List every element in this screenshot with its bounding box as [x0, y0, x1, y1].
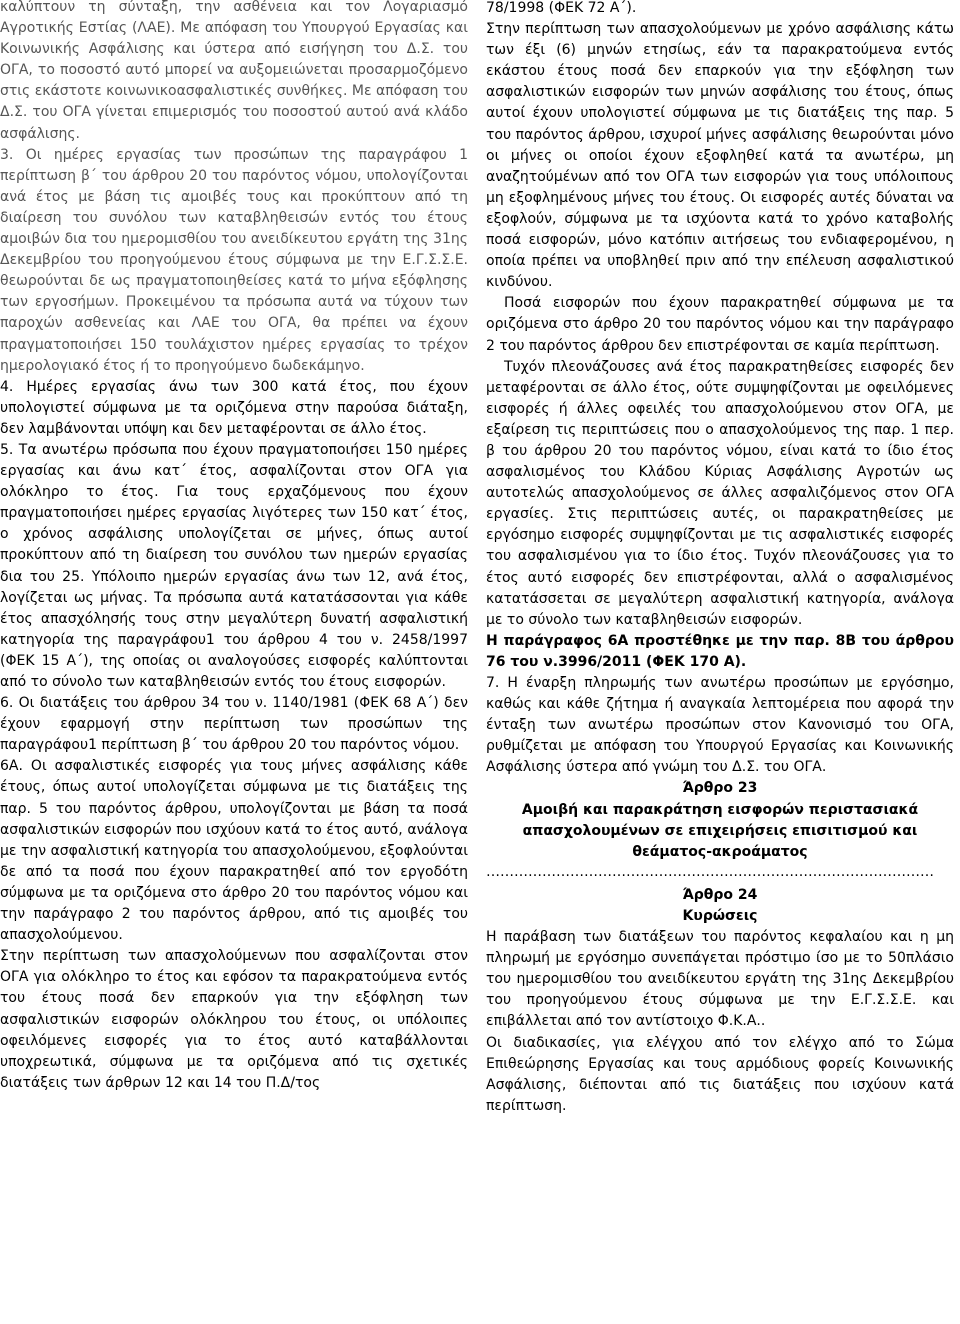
article-24-subject: Κυρώσεις: [682, 907, 758, 924]
paragraph-4: 4. Ημέρες εργασίας άνω των 300 κατά έτος, που έχουν υπολογιστεί σύμφωνα με τα οριζόμενα στην παρούσα διάταξη, δεν λαμβάνονται υπόψη και δεν μεταφέρονται σε άλλο έτος.: [0, 378, 468, 437]
paragraph-6a: 6Α. Οι ασφαλιστικές εισφορές για τους μήνες ασφάλισης κάθε έτους, όπως αυτοί υπολογίζεται σύμφωνα με τις διατάξεις της παρ. 5 του παρόντος άρθρου, υπολογίζονται με βάση τα ποσά ασφαλιστικών εισφορών που ισχύουν κατά το έτος αυτό, ανάλογα με την ασφαλιστική κατηγορία του απασχολούμενου, εξοφλούνται δε από τα ποσά που έχουν παρακρατηθεί από τον εργοδότη σύμφωνα με τα οριζόμενα στο άρθρο 20 του παρόντος νόμου και την παράγραφο 2 του παρόντος άρθρου, από τις αμοιβές του απασχολούμενου.: [0, 758, 468, 944]
paragraph-penalty: Η παράβαση των διατάξεων του παρόντος κεφαλαίου και η μη πληρωμή με εργόσημο συνεπάγεται πρόστιμο ίσο με το 50πλάσιο του ημερομισθίου του ανειδίκευτου εργάτη της 31ης Δεκεμβρίου του προηγούμενου έτους σύμφωνα με την Ε.Γ.Σ.Σ.Ε. και επιβάλλεται από τον αντίστοιχο Φ.Κ.Α..: [486, 929, 954, 1030]
paragraph-5: 5. Τα ανωτέρω πρόσωπα που έχουν πραγματοποιήσει 150 ημέρες εργασίας και άνω κατ΄ έτος, ασφαλίζονται στον ΟΓΑ για ολόκληρο το έτος. Για τους ερχαζόμενους που έχουν πραγματοποιήσει ημέρες εργασίας λιγότερες των 150 κατ΄ έτος, ο χρόνος ασφάλισης υπολογίζεται σε μήνες, όπως αυτοί προκύπτουν από τη διαίρεση του συνόλου των ημερών εργασίας δια του 25. Υπόλοιπο ημερών εργασίας άνω των 12, ανά έτος, λογίζεται ως μήνας. Τα πρόσωπα αυτά κατατάσσονται για κάθε έτος απασχόλησής τους στην μεγαλύτερη δυνατή ασφαλιστική κατηγορία της παραγράφου1 του άρθρου 4 του ν. 2458/1997 (ΦΕΚ 15 Α΄), της οποίας οι αναλογούσες εισφορές καλύπτονται από το σύνολο των καταβληθεισών εντός του έτους εισφορών.: [0, 441, 468, 690]
paragraph-no-refund: Ποσά εισφορών που έχουν παρακρατηθεί σύμφωνα με τα οριζόμενα στο άρθρο 20 του παρόντος νόμου και την παράγραφο 2 του παρόντος άρθρου δεν επιστρέφονται σε καμία περίπτωση.: [486, 295, 954, 354]
article-23-title: Άρθρο 23: [682, 780, 758, 797]
article-24-title: Άρθρο 24: [682, 886, 758, 903]
paragraph-surplus: Τυχόν πλεονάζουσες ανά έτος παρακρατηθείσες εισφορές δεν μεταφέρονται σε άλλο έτος, ούτε συμψηφίζονται με οφειλόμενες εισφορές ή άλλες οφειλές του απασχολούμενου στον ΟΓΑ, με εξαίρεση τις περιπτώσεις που ο απασχολούμενος της παρ. 1 περ. β του άρθρου 20 του παρόντος νόμου, είναι κατά το ίδιο έτος ασφαλισμένος του Κλάδου Κύριας Ασφάλισης Αγροτών ως αυτοτελώς απασχολούμενος σε άλλες ασφαλιζόμενος στον ΟΓΑ εργασίες. Στις περιπτώσεις αυτές, οι παρακρατηθείσες με εργόσημο εισφορές συμψηφίζονται με τις ασφαλιστικές εισφορές του ασφαλισμένου για το ίδιο έτος. Τυχόν πλεονάζουσες για το έτος αυτό εισφορές δεν επιστρέφονται, αλλά ο ασφαλισμένος κατατάσσεται σε μεγαλύτερη ασφαλιστική κατηγορία, ανάλογα με το σύνολο των καταβληθεισών εισφορών.: [486, 358, 954, 628]
paragraph-intro: καλύπτουν τη σύνταξη, την ασθένεια και τον Λογαριασμό Αγροτικής Εστίας (ΛΑΕ). Με απόφαση του Υπουργού Εργασίας και Κοινωνικής Ασφάλισης και ύστερα από εισήγηση του Δ.Σ. του ΟΓΑ, το ποσοστό αυτό μπορεί να αυξομειώνεται προσαρμοζόμενο στις εκάστοτε κοινωνικοασφαλιστικές συνθήκες. Με απόφαση του Δ.Σ. του ΟΓΑ γίνεται επιμερισμός του ποσοστού αυτού ανά κλάδο ασφάλισης.: [0, 0, 468, 142]
left-column: [0, 0, 468, 1324]
omission-dots: ……………………………………………………………………………………: [486, 863, 934, 880]
paragraph-procedures: Οι διαδικασίες, για ελέγχου από τον ελέγχο από το Σώμα Επιθεώρησης Εργασίας και τους αρμόδιους φορείς Κοινωνικής Ασφάλισης, διέπονται από τις διατάξεις που ισχύουν κατά περίπτωση.: [486, 1034, 954, 1114]
amendment-note: Η παράγραφος 6Α προστέθηκε με την παρ. 8Β του άρθρου 76 του ν.3996/2011 (ΦΕΚ 170 Α).: [486, 632, 954, 670]
article-23-subject: Αμοιβή και παρακράτηση εισφορών περιστασιακά απασχολουμένων σε επιχειρήσεις επισιτισμού και θεάματος-ακροάματος: [521, 801, 919, 860]
paragraph-7: 7. Η έναρξη πληρωμής των ανωτέρω προσώπων με εργόσημο, καθώς και κάθε ζήτημα ή αναγκαία λεπτομέρεια που αφορά την ένταξη των ανωτέρω προσώπων στον Κανονισμό του ΟΓΑ, ρυθμίζεται με απόφαση του Υπουργού Εργασίας και Κοινωνικής Ασφάλισης ύστερα από γνώμη του Δ.Σ. του ΟΓΑ.: [486, 675, 954, 776]
paragraph-3: 3. Οι ημέρες εργασίας των προσώπων της παραγράφου 1 περίπτωση β΄ του άρθρου 20 του παρόντος νόμου, υπολογίζονται ανά έτος με βάση τις αμοιβές τους και προκύπτουν από τη διαίρεση του συνόλου των καταβληθεισών εντός του έτους αμοιβών δια του ημερομισθίου του ανειδίκευτου εργάτη της 31ης Δεκεμβρίου του προηγούμενου έτους σύμφωνα με την Ε.Γ.Σ.Σ.Ε. θεωρούνται δε ως πραγματοποιηθείσες κατά το μήνα εξόφλησης των εργοσήμων. Προκειμένου τα πρόσωπα αυτά να τύχουν των παροχών ασθενείας και ΛΑΕ του ΟΓΑ, θα πρέπει να έχουν πραγματοποιήσει 150 τουλάχιστον ημέρες εργασίας το τρέχον ημερολογιακό έτος ή το προηγούμενο δωδεκάμηνο.: [0, 146, 468, 374]
paragraph-6: 6. Οι διατάξεις του άρθρου 34 του ν. 1140/1981 (ΦΕΚ 68 Α΄) δεν έχουν εφαρμογή στην περίπτωση των προσώπων της παραγράφου1 περίπτωση β΄ του άρθρου 20 του παρόντος νόμου.: [0, 695, 468, 754]
paragraph-continuation: 78/1998 (ΦΕΚ 72 Α΄).: [486, 0, 637, 16]
paragraph-6a-continued: Στην περίπτωση των απασχολούμενων που ασφαλίζονται στον ΟΓΑ για ολόκληρο το έτος και εφόσον τα παρακρατούμενα εντός του έτους ποσά δεν επαρκούν για την εξόφληση των ασφαλιστικών εισφορών ολόκληρου του έτους, οι υπόλοιπες οφειλόμενες εισφορές για το έτος αυτό καταβάλλονται υποχρεωτικά, σύμφωνα με τα οριζόμενα από τις σχετικές διατάξεις των άρθρων 12 και 14 του Π.Δ/τος: [0, 948, 468, 1091]
right-column: [486, 0, 954, 1324]
paragraph-six-months: Στην περίπτωση των απασχολούμενων με χρόνο ασφάλισης κάτω των έξι (6) μηνών ετησίως, εάν τα παρακρατούμενα εντός εκάστου έτους ποσά δεν επαρκούν για την εξόφληση των ασφαλιστικών εισφορών των μηνών ασφάλισης του έτους, όπως αυτοί έχουν υπολογιστεί σύμφωνα με τις διατάξεις της παρ. 5 του παρόντος άρθρου, ισχυροί μήνες ασφάλισης θεωρούνται μόνο οι μήνες οι οποίοι έχουν εξοφληθεί κατά τα ανωτέρω, μη αναζητούμένων από τον ΟΓΑ των εισφορών για τους υπόλοιπους μη εξοφλημένους μήνες του έτους. Οι εισφορές αυτές δύναται να εξοφλούν, σύμφωνα με τα ισχύοντα κατά το χρόνο καταβολής ποσά εισφορών, μόνο κατόπιν αιτήσεως του ενδιαφερομένου, η οποία πρέπει να υποβληθεί πριν από την επέλευση ασφαλιστικού κινδύνου.: [486, 21, 954, 291]
